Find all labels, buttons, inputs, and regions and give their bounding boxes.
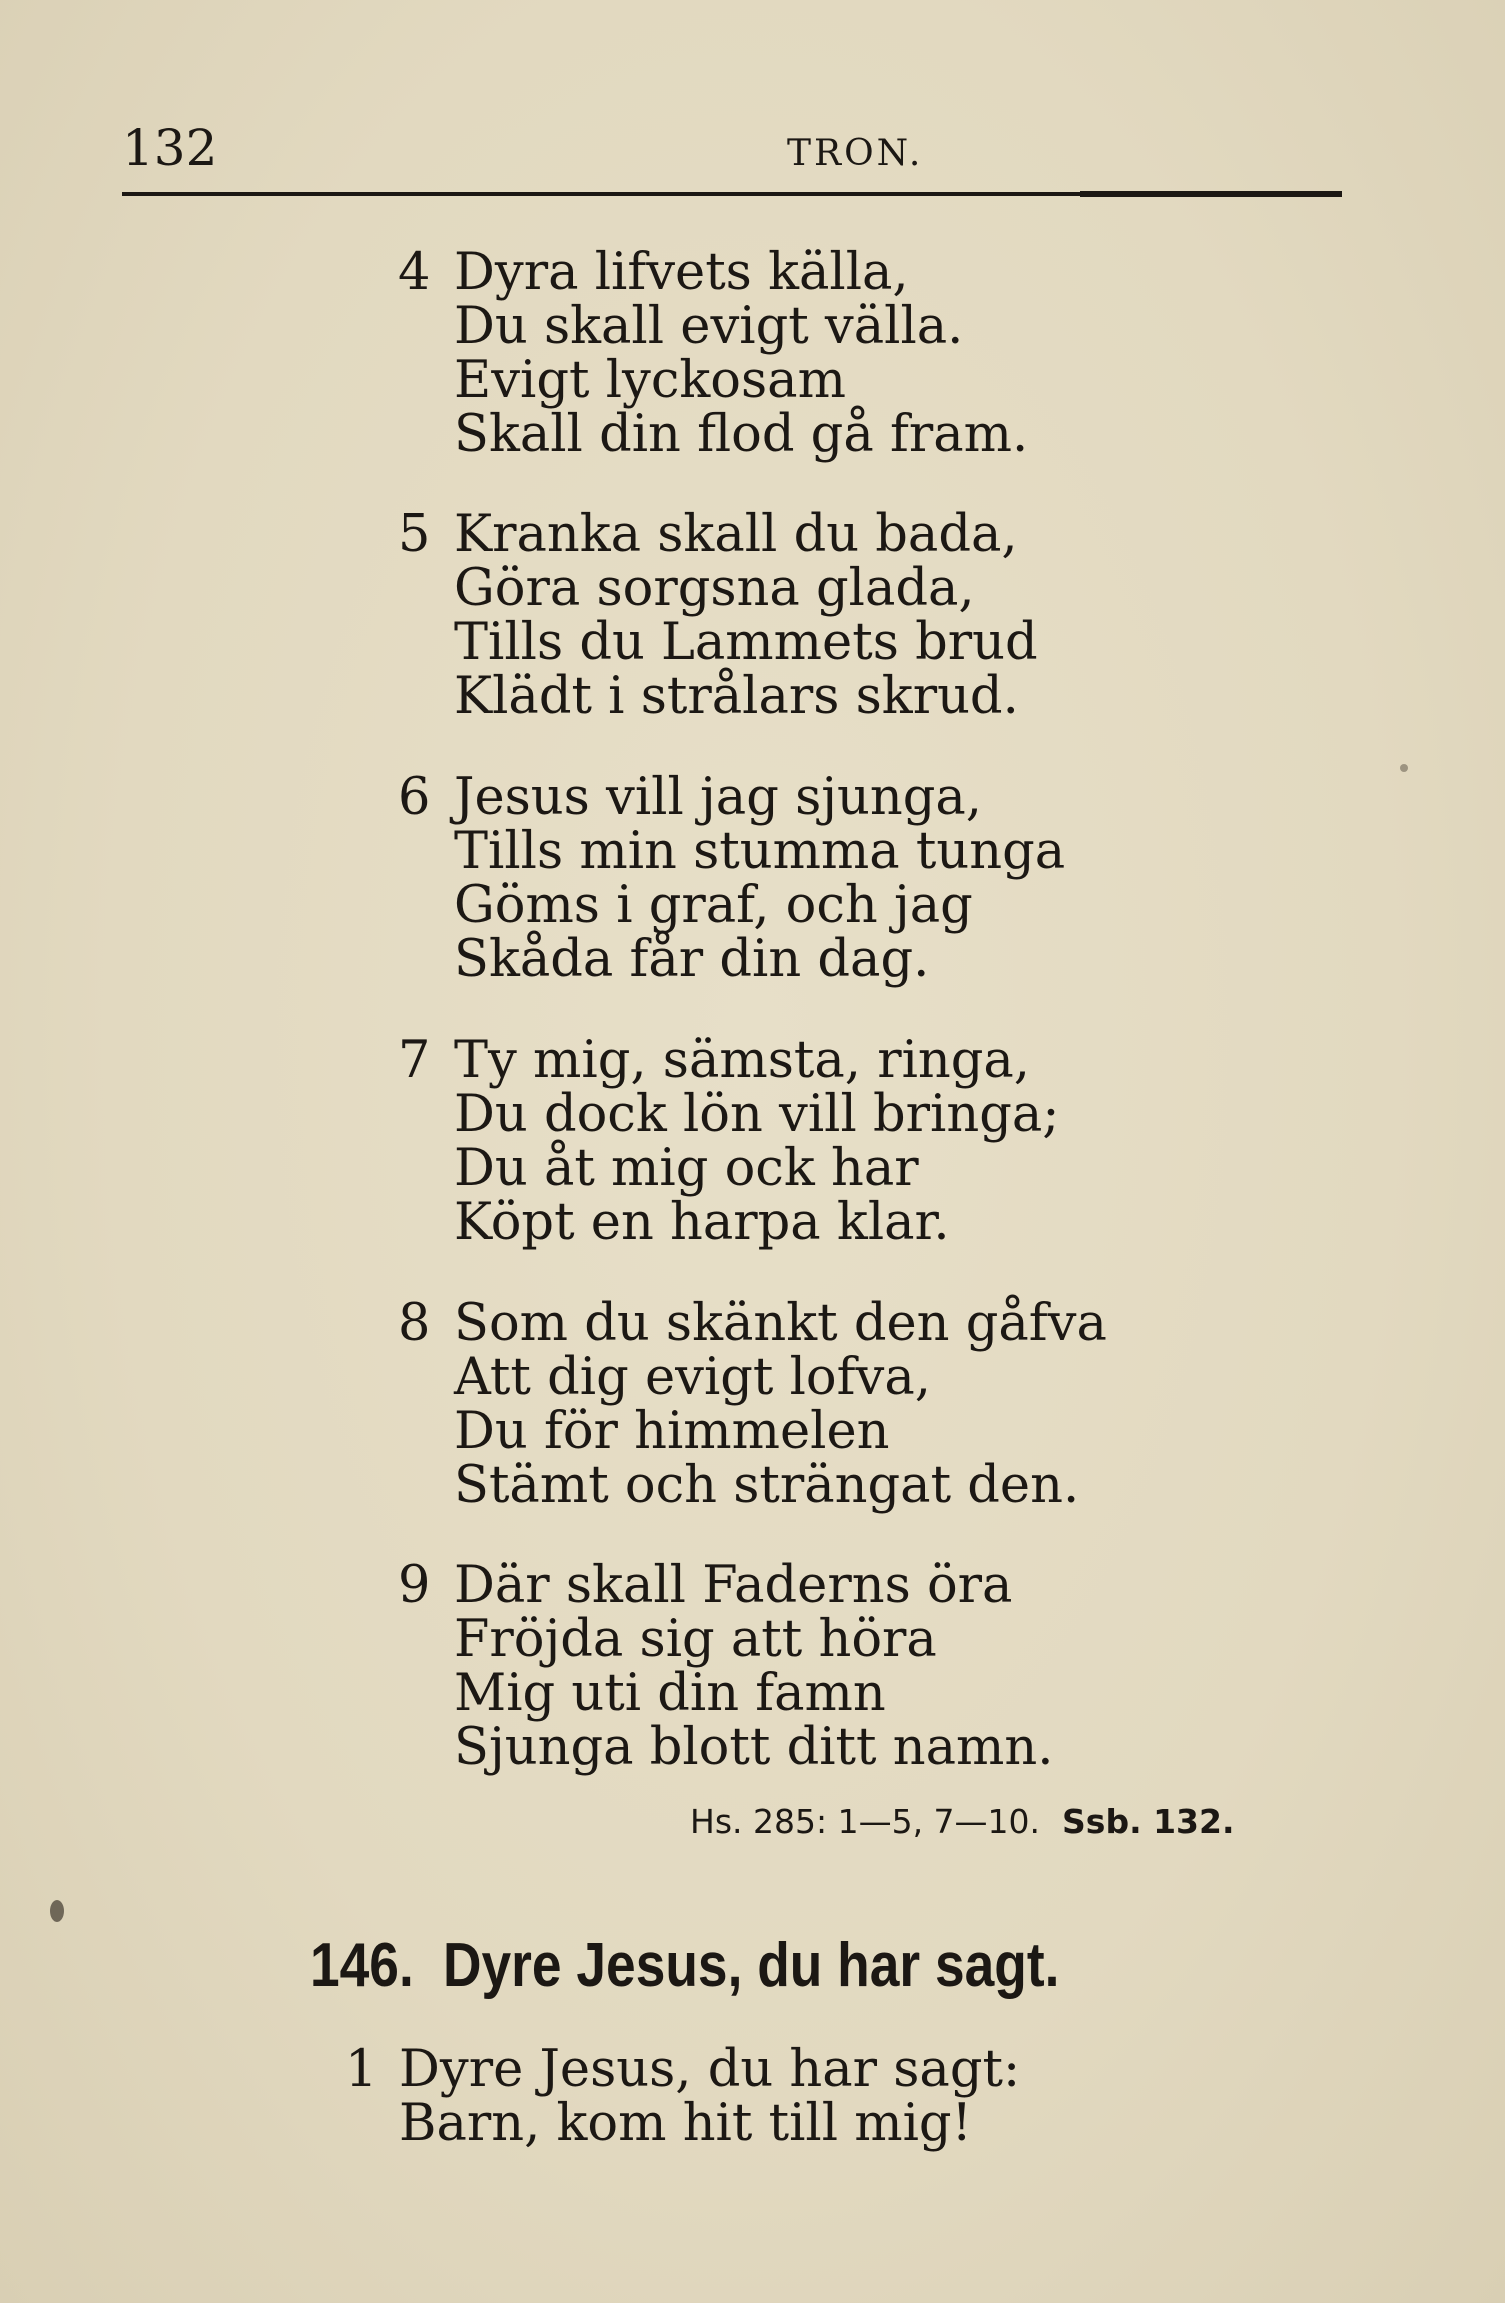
verse-text: Dyre Jesus, du har sagt: [399, 2040, 1021, 2099]
stanza-number: 4 [398, 243, 431, 302]
stanza-number: 7 [398, 1031, 431, 1090]
stanza-number: 5 [398, 505, 431, 564]
stanza-line: Du för himmelen [454, 1402, 890, 1461]
verse-text: Som du skänkt den gåfva [454, 1294, 1107, 1353]
verse-text: Dyra lifvets källa, [454, 243, 909, 302]
ink-speck [1400, 764, 1408, 772]
stanza-line: Skall din flod gå fram. [454, 405, 1029, 464]
ink-speck [50, 1900, 64, 1922]
stanza-line: Barn, kom hit till mig! [399, 2094, 973, 2153]
stanza-line: Du skall evigt välla. [454, 297, 964, 356]
stanza-line: Stämt och strängat den. [454, 1456, 1080, 1515]
hymn-number: 146. [310, 1931, 414, 2000]
stanza-line: Du dock lön vill bringa; [454, 1085, 1060, 1144]
stanza-line [345, 2040, 1021, 2099]
page-header [122, 118, 1342, 178]
stanza-9 [398, 1556, 1054, 1777]
stanza-line: Köpt en harpa klar. [454, 1193, 950, 1252]
stanza-7 [398, 1031, 1060, 1252]
hymn-146-stanza-1 [345, 2040, 1021, 2153]
stanza-6 [398, 768, 1066, 989]
stanza-number: 1 [345, 2040, 378, 2099]
stanza-4 [398, 243, 1029, 464]
header-rule-thick-end [1080, 191, 1342, 197]
verse-text: Där skall Faderns öra [454, 1556, 1013, 1615]
stanza-line: Evigt lyckosam [454, 351, 846, 410]
stanza-line [398, 243, 1028, 302]
ssb-reference: Ssb. 132. [1062, 1802, 1235, 1841]
verse-text: Jesus vill jag sjunga, [454, 768, 983, 827]
stanza-line [398, 505, 1038, 564]
verse-text: Ty mig, sämsta, ringa, [454, 1031, 1031, 1090]
hymn-title: Dyre Jesus, du har sagt. [443, 1931, 1060, 2000]
stanza-number: 6 [398, 768, 431, 827]
stanza-line: Mig uti din famn [454, 1664, 886, 1723]
stanza-line [398, 768, 1065, 827]
stanza-8 [398, 1294, 1107, 1515]
page-number: 132 [122, 119, 218, 177]
hymn-reference [690, 1800, 1235, 1844]
stanza-line [398, 1556, 1053, 1615]
stanza-line: Klädt i strålars skrud. [454, 667, 1019, 726]
stanza-line [398, 1294, 1107, 1353]
stanza-line: Du åt mig ock har [454, 1139, 919, 1198]
stanza-line: Skåda får din dag. [454, 930, 930, 989]
stanza-5 [398, 505, 1038, 726]
stanza-line: Tills du Lammets brud [454, 613, 1038, 672]
stanza-number: 8 [398, 1294, 431, 1353]
stanza-line: Tills min stumma tunga [454, 822, 1066, 881]
stanza-line [398, 1031, 1059, 1090]
hymn-heading [310, 1928, 1059, 2004]
stanza-line: Sjunga blott ditt namn. [454, 1718, 1054, 1777]
running-head: TRON. [787, 133, 924, 174]
stanza-line: Att dig evigt lofva, [454, 1348, 931, 1407]
stanza-line: Fröjda sig att höra [454, 1610, 937, 1669]
stanza-number: 9 [398, 1556, 431, 1615]
verse-text: Kranka skall du bada, [454, 505, 1018, 564]
stanza-line: Göms i graf, och jag [454, 876, 973, 935]
hs-reference: Hs. 285: 1—5, 7—10. [690, 1802, 1041, 1841]
stanza-line: Göra sorgsna glada, [454, 559, 975, 618]
